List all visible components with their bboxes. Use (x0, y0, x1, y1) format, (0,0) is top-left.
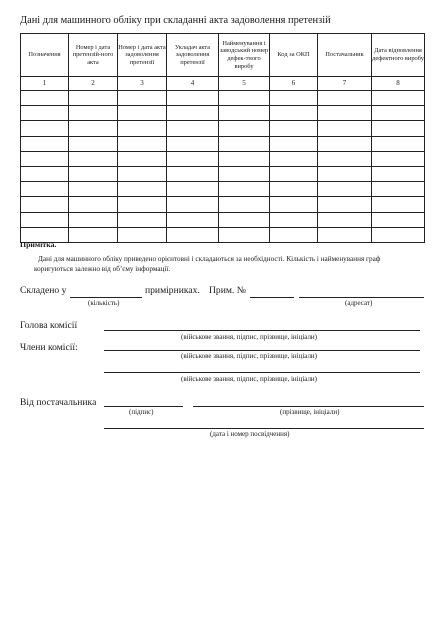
table-cell[interactable] (118, 91, 167, 106)
table-cell[interactable] (21, 91, 69, 106)
table-cell[interactable] (118, 227, 167, 242)
table-cell[interactable] (270, 197, 318, 212)
table-row (21, 212, 425, 227)
table-cell[interactable] (372, 166, 425, 181)
table-cell[interactable] (21, 151, 69, 166)
table-cell[interactable] (318, 166, 372, 181)
note-number-label: Прим. № (209, 285, 246, 296)
header-cell: Найменування і заводський номер дефек-тного виробу (219, 34, 270, 77)
header-cell: Постачальник (318, 34, 372, 77)
table-cell[interactable] (372, 227, 425, 242)
supplier-label: Від постачальника (20, 397, 97, 408)
column-number: 5 (219, 77, 270, 91)
header-cell: Укладач акта задоволення претензії (167, 34, 219, 77)
supplier-name-field[interactable] (193, 406, 424, 407)
table-cell[interactable] (219, 121, 270, 136)
table-cell[interactable] (21, 166, 69, 181)
copies-label: примірниках. (145, 285, 200, 296)
table-cell[interactable] (372, 212, 425, 227)
table-cell[interactable] (219, 166, 270, 181)
table-cell[interactable] (219, 106, 270, 121)
note-line: Дані для машинного обліку приведено орієнтовні і складаються за необхідності. Кількість і найменування граф (38, 255, 381, 263)
table-cell[interactable] (219, 151, 270, 166)
table-cell[interactable] (21, 106, 69, 121)
name-initials-caption: (прізвище, ініціали) (280, 408, 340, 416)
table-cell[interactable] (118, 121, 167, 136)
column-number: 7 (318, 77, 372, 91)
rank-signature-caption: (військове звання, підпис, прізвище, ініціали) (181, 352, 318, 360)
column-number-row (21, 77, 425, 91)
table-header-row (21, 34, 425, 77)
table-cell[interactable] (318, 197, 372, 212)
header-cell: Позначення (21, 34, 69, 77)
column-number: 4 (167, 77, 219, 91)
table-cell[interactable] (69, 227, 118, 242)
table-cell[interactable] (167, 91, 219, 106)
table-cell[interactable] (372, 182, 425, 197)
table-cell[interactable] (167, 197, 219, 212)
table-cell[interactable] (372, 91, 425, 106)
table-cell[interactable] (270, 121, 318, 136)
table-cell[interactable] (219, 197, 270, 212)
note-title: Примітка. (20, 240, 57, 249)
table-row (21, 151, 425, 166)
table-cell[interactable] (318, 212, 372, 227)
table-cell[interactable] (118, 166, 167, 181)
table-cell[interactable] (118, 212, 167, 227)
table-cell[interactable] (270, 212, 318, 227)
copies-count-field[interactable] (70, 297, 142, 298)
table-row (21, 182, 425, 197)
addressee-field[interactable] (299, 297, 424, 298)
table-cell[interactable] (270, 106, 318, 121)
table-cell[interactable] (21, 212, 69, 227)
table-cell[interactable] (21, 136, 69, 151)
table-cell[interactable] (167, 166, 219, 181)
table-cell[interactable] (219, 212, 270, 227)
commission-head-label: Голова комісії (20, 320, 78, 331)
compiled-in-label: Складено у (20, 285, 67, 296)
table-cell[interactable] (167, 227, 219, 242)
table-cell[interactable] (167, 121, 219, 136)
table-cell[interactable] (270, 136, 318, 151)
table-cell[interactable] (167, 106, 219, 121)
table-cell[interactable] (372, 121, 425, 136)
table-cell[interactable] (21, 121, 69, 136)
table-row (21, 136, 425, 151)
addressee-caption: (адресат) (345, 299, 373, 307)
table-cell[interactable] (118, 151, 167, 166)
table-cell[interactable] (318, 136, 372, 151)
table-cell[interactable] (270, 166, 318, 181)
claims-table (20, 33, 425, 243)
date-certificate-caption: (дата і номер посвідчення) (210, 430, 290, 438)
table-row (21, 106, 425, 121)
table-cell[interactable] (21, 197, 69, 212)
table-row (21, 166, 425, 181)
table-cell[interactable] (318, 106, 372, 121)
quantity-caption: (кількість) (88, 299, 120, 307)
rank-signature-caption: (військове звання, підпис, прізвище, ініціали) (181, 375, 318, 383)
table-cell[interactable] (219, 182, 270, 197)
table-cell[interactable] (69, 151, 118, 166)
table-cell[interactable] (318, 227, 372, 242)
table-cell[interactable] (270, 91, 318, 106)
table-cell[interactable] (270, 182, 318, 197)
date-certificate-field[interactable] (104, 428, 424, 429)
table-cell[interactable] (372, 197, 425, 212)
column-number: 6 (270, 77, 318, 91)
table-cell[interactable] (372, 151, 425, 166)
table-cell[interactable] (118, 197, 167, 212)
table-cell[interactable] (21, 182, 69, 197)
table-cell[interactable] (318, 151, 372, 166)
column-number: 2 (69, 77, 118, 91)
table-cell[interactable] (372, 106, 425, 121)
table-cell[interactable] (69, 106, 118, 121)
table-cell[interactable] (167, 212, 219, 227)
table-cell[interactable] (318, 182, 372, 197)
header-cell: Дата відновлення дефектного виробу (372, 34, 425, 77)
commission-head-field[interactable] (104, 330, 420, 331)
table-cell[interactable] (219, 136, 270, 151)
table-cell[interactable] (69, 166, 118, 181)
commission-member-field[interactable] (104, 372, 420, 373)
commission-member-field[interactable] (104, 350, 420, 351)
table-cell[interactable] (270, 227, 318, 242)
header-cell: Код за ОКП (270, 34, 318, 77)
table-cell[interactable] (69, 121, 118, 136)
table-cell[interactable] (167, 182, 219, 197)
note-line: коригуються залежно від об’єму інформації. (34, 265, 171, 273)
rank-signature-caption: (військове звання, підпис, прізвище, ініціали) (181, 333, 318, 341)
table-cell[interactable] (167, 151, 219, 166)
note-text (34, 254, 445, 274)
note-number-field[interactable] (250, 297, 294, 298)
table-row (21, 227, 425, 242)
table-row (21, 121, 425, 136)
table-cell[interactable] (219, 91, 270, 106)
table-cell[interactable] (69, 91, 118, 106)
column-number: 1 (21, 77, 69, 91)
table-cell[interactable] (270, 151, 318, 166)
table-cell[interactable] (69, 182, 118, 197)
table-cell[interactable] (372, 136, 425, 151)
page-title: Дані для машинного обліку при складанні акта задоволення претензій (20, 15, 331, 26)
table-cell[interactable] (219, 227, 270, 242)
commission-members-label: Члени комісії: (20, 342, 78, 353)
table-row (21, 197, 425, 212)
table-cell[interactable] (318, 91, 372, 106)
header-cell: Номер і дата акта задоволення претензії (118, 34, 167, 77)
table-cell[interactable] (69, 212, 118, 227)
table-cell[interactable] (118, 182, 167, 197)
column-number: 8 (372, 77, 425, 91)
table-cell[interactable] (318, 121, 372, 136)
column-number: 3 (118, 77, 167, 91)
table-cell[interactable] (69, 197, 118, 212)
header-cell: Номер і дата претензій-ного акта (69, 34, 118, 77)
table-row (21, 91, 425, 106)
signature-caption: (підпис) (129, 408, 154, 416)
supplier-signature-field[interactable] (104, 406, 183, 407)
table-cell[interactable] (118, 136, 167, 151)
table-cell[interactable] (118, 106, 167, 121)
table-cell[interactable] (167, 136, 219, 151)
table-cell[interactable] (69, 136, 118, 151)
